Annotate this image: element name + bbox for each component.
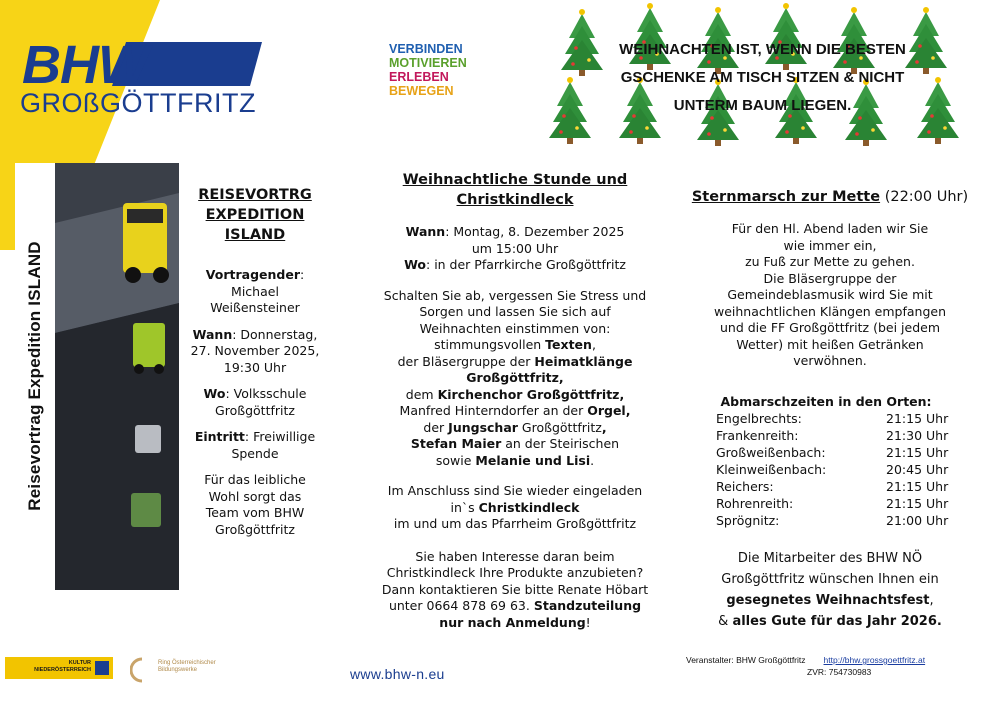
entry-value: Freiwillige — [253, 429, 316, 444]
event-when: Wann: Montag, 8. Dezember 2025 — [405, 224, 625, 239]
vendor-line: Christkindleck Ihre Produkte anzubieten? — [386, 565, 644, 580]
program-line — [355, 420, 675, 437]
logo-town: GROßGÖTTFRITZ — [20, 88, 256, 118]
bold-text: nur nach Anmeldung — [439, 614, 586, 630]
bold-text: Heimatklänge — [534, 353, 633, 369]
when-value: Montag, 8. Dezember 2025 — [453, 224, 625, 239]
event-time: um 15:00 Uhr — [471, 240, 559, 256]
zvr-number: ZVR: 754730983 — [807, 667, 872, 677]
intro-line: Sorgen und lassen Sie sich auf — [419, 304, 611, 319]
organizer-text: Veranstalter: BHW Großgöttfritz — [686, 655, 806, 665]
when-label: Wann — [405, 224, 446, 239]
text: . — [590, 452, 595, 468]
departure-row — [716, 410, 956, 427]
greeting-line: Großgöttfritz wünschen Ihnen ein — [721, 572, 939, 587]
quote-line: GSCHENKE AM TISCH SITZEN & NICHT — [620, 69, 905, 86]
program-line — [355, 354, 675, 371]
event-title-line: Weihnachtliche Stunde und — [402, 172, 628, 188]
lecture-entry-2: Spende — [231, 445, 279, 461]
ring-logo-icon — [130, 657, 154, 683]
text: in`s — [450, 499, 479, 515]
invite-line: verwöhnen. — [793, 353, 867, 368]
text: dem — [405, 386, 438, 402]
text: Großgöttfritz — [517, 419, 602, 435]
bold-text: , — [601, 419, 607, 435]
program-line — [355, 436, 675, 453]
departure-row — [716, 495, 956, 512]
invite-line: weihnachtlichen Klängen empfangen — [713, 303, 947, 319]
where-value: in der Pfarrkirche Großgöttfritz — [434, 257, 626, 272]
event-title-line: Christkindleck — [456, 192, 574, 208]
logo-text: BHW — [22, 35, 148, 95]
noe-icon — [95, 661, 109, 675]
invite-line: Wetter) mit heißen Getränken — [736, 336, 924, 352]
time: 20:45 Uhr — [886, 462, 949, 477]
departure-times-header: Abmarschzeiten in den Orten: — [720, 394, 932, 409]
time: 21:15 Uhr — [886, 445, 949, 460]
lecture-place: Großgöttfritz — [215, 402, 295, 418]
text: ! — [585, 614, 591, 630]
kultur-noe-logo — [5, 657, 113, 679]
program-line — [355, 403, 675, 420]
text: & — [718, 614, 733, 629]
text: der — [423, 419, 449, 435]
time: 21:15 Uhr — [886, 496, 949, 511]
bold-text: Texten — [545, 337, 592, 352]
slogan-line: MOTIVIEREN — [389, 56, 467, 70]
lecture-entry: Eintritt: Freiwillige — [194, 429, 316, 444]
departure-row — [716, 478, 956, 495]
place: Rohrenreith: — [716, 496, 794, 511]
christmas-quote — [590, 36, 935, 120]
catering-line: Großgöttfritz — [215, 521, 295, 537]
catering-line: Team vom BHW — [205, 505, 305, 520]
where-label: Wo — [203, 386, 226, 401]
bold-text: Kirchenchor Großgöttfritz, — [437, 386, 625, 402]
time: 21:15 Uhr — [886, 411, 949, 426]
catering-line: Für das leibliche — [204, 472, 306, 487]
place: Sprögnitz: — [716, 513, 780, 528]
place: Reichers: — [716, 479, 774, 494]
speaker-name: Michael — [231, 283, 279, 299]
time: 21:30 Uhr — [886, 428, 949, 443]
invite-line: Für den Hl. Abend laden wir Sie — [731, 221, 929, 236]
program-line — [355, 370, 675, 387]
slogan-line: VERBINDEN — [389, 42, 463, 56]
departure-row — [716, 427, 956, 444]
kultur-logo-text — [34, 660, 91, 673]
speaker-label: Vortragender — [205, 267, 300, 282]
time: 21:00 Uhr — [886, 513, 949, 528]
time: 21:15 Uhr — [886, 479, 949, 494]
speaker: Vortragender: — [205, 267, 305, 282]
greeting-line — [690, 611, 970, 632]
quote-line: UNTERM BAUM LIEGEN. — [673, 97, 852, 114]
lecture-when: Wann: Donnerstag, — [192, 326, 318, 342]
website-link[interactable]: www.bhw-n.eu — [350, 666, 445, 682]
bold-text: alles Gute für das Jahr 2026. — [732, 614, 942, 629]
intro-line: Weihnachten einstimmen von: — [419, 320, 611, 336]
lecture-info — [185, 185, 325, 538]
where-label: Wo — [404, 257, 426, 272]
speaker-name: Weißensteiner — [210, 300, 300, 315]
departure-row — [716, 461, 956, 478]
title-text: Sternmarsch zur Mette — [691, 189, 881, 205]
ring-line: Ring Österreichischer — [158, 660, 216, 666]
event-where: Wo: in der Pfarrkirche Großgöttfritz — [404, 257, 626, 272]
greeting-line: Die Mitarbeiter des BHW NÖ — [737, 551, 923, 566]
bold-text: Melanie und Lisi — [475, 452, 591, 468]
after-line — [355, 500, 675, 517]
bold-text: Großgöttfritz, — [466, 370, 564, 385]
catering-line: Wohl sorgt das — [208, 488, 302, 504]
bold-text: Jungschar — [448, 419, 518, 435]
when-value: Donnerstag, — [240, 326, 318, 342]
place: Frankenreith: — [716, 428, 799, 443]
quote-line: WEIHNACHTEN IST, WENN DIE BESTEN — [619, 41, 906, 58]
lecture-date: 27. November 2025, — [190, 343, 320, 358]
greeting-line — [690, 590, 970, 611]
bold-text: Stefan Maier — [410, 436, 502, 451]
ring-logo-text — [158, 660, 216, 674]
greeting — [690, 548, 970, 632]
photo-caption: Reisevortrag Expedition ISLAND — [25, 241, 44, 511]
departure-row — [716, 444, 956, 461]
place: Engelbrechts: — [716, 411, 802, 426]
vendor-line — [355, 598, 675, 615]
text: der Bläsergruppe der — [397, 353, 535, 369]
ring-line: Bildungswerke — [158, 667, 198, 673]
place: Großweißenbach: — [716, 445, 826, 460]
bold-text: Orgel, — [587, 403, 631, 418]
star-march-title — [680, 187, 980, 207]
photo-caption-strip — [15, 163, 55, 590]
vendor-line: Dann kontaktieren Sie bitte Renate Höbart — [381, 581, 649, 597]
invite-line: Die Bläsergruppe der — [763, 270, 897, 286]
departure-row — [716, 512, 956, 529]
program-line — [355, 337, 675, 354]
bold-text: Standzuteilung — [533, 598, 642, 613]
text: unter 0664 878 69 63. — [388, 598, 534, 613]
organizer-line — [686, 655, 925, 665]
intro-line: Schalten Sie ab, vergessen Sie Stress und — [383, 287, 647, 303]
star-march-info — [680, 187, 980, 370]
bold-text: Christkindleck — [478, 499, 580, 515]
vendor-line: Sie haben Interesse daran beim — [415, 548, 615, 564]
text: Manfred Hinterndorfer an der — [399, 403, 588, 418]
text: , — [591, 337, 596, 352]
place: Kleinweißenbach: — [716, 462, 827, 477]
text: sowie — [435, 452, 476, 468]
program-line — [355, 453, 675, 470]
slogan-line: BEWEGEN — [389, 84, 454, 98]
vendor-line — [355, 615, 675, 632]
title-time: (22:00 Uhr) — [884, 189, 969, 205]
after-line: Im Anschluss sind Sie wieder eingeladen — [387, 483, 643, 498]
invite-line: zu Fuß zur Mette zu gehen. — [745, 254, 915, 269]
lecture-title-line: EXPEDITION — [205, 207, 305, 223]
slogan-line: ERLEBEN — [389, 70, 449, 84]
lecture-time: 19:30 Uhr — [223, 359, 287, 375]
text: stimmungsvollen — [434, 337, 546, 352]
invite-line: wie immer ein, — [783, 237, 877, 253]
lecture-title-line: ISLAND — [224, 227, 286, 243]
invite-line: Gemeindeblasmusik wird Sie mit — [727, 287, 933, 302]
lecture-where: Wo: Volksschule — [203, 386, 307, 401]
iceland-expedition-photo — [15, 163, 179, 590]
kultur-line: KULTUR — [68, 660, 91, 666]
christmas-hour-info — [355, 170, 675, 631]
entry-label: Eintritt — [194, 429, 245, 444]
where-value: Volksschule — [233, 386, 307, 401]
kultur-line: NIEDERÖSTERREICH — [34, 666, 91, 673]
departure-times — [716, 393, 956, 529]
invite-line: und die FF Großgöttfritz (bei jedem — [720, 320, 940, 335]
lecture-title-line: REISEVORTRG — [198, 187, 312, 203]
after-line: im und um das Pfarrheim Großgöttfritz — [393, 516, 637, 531]
organizer-link[interactable]: http://bhw.grossgoettfritz.at — [823, 655, 926, 665]
text: an der Steirischen — [501, 436, 620, 451]
when-label: Wann — [192, 326, 233, 342]
program-line — [355, 387, 675, 404]
text: , — [929, 593, 934, 608]
slogan — [389, 42, 467, 98]
bold-text: gesegnetes Weihnachtsfest — [726, 593, 930, 608]
